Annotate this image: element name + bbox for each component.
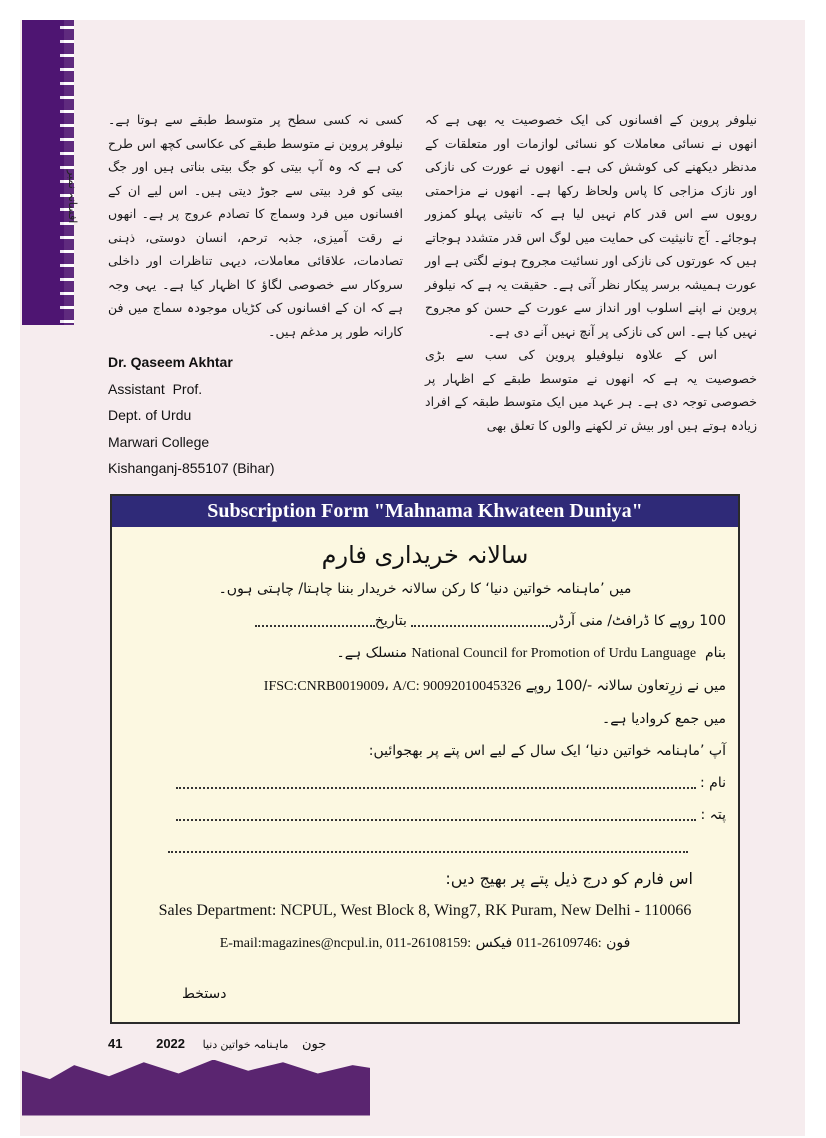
footer-year: 2022: [156, 1035, 186, 1051]
name-label: نام :: [700, 774, 726, 791]
bank-text: میں نے زرِتعاون سالانہ -/100 روپے: [525, 677, 726, 694]
author-name: Dr. Qaseem Akhtar: [108, 354, 233, 370]
send-to: اس فارم کو درج ذیل پتے پر بھیج دیں:: [445, 868, 693, 888]
article-columns: [108, 108, 758, 482]
paragraph: نیلوفر پروین کے افسانوں کی ایک خصوصیت یہ بھی ہے کہ انھوں نے نسائی معاملات کو نسائی لوازمات اور متعلقات کے مدنظر دیکھنے کی کوشش کی ہے۔ انھوں نے عورت کی نازکی اور نازک مزاجی کا پاس ولحاظ رکھا ہے۔ انھوں نے مزاحمتی رویوں سے اس قدر کام نہیں لیا ہے کہ تانیثی پہلو کمزور ہوجائے۔ آج تانیثیت کی حمایت میں لوگ اس قدر متشدد ہوجاتے ہیں کہ عورتوں کی نازکی اور نسائیت مجروح ہونے لگتی ہے اور عورت ہمیشہ برسر پیکار نظر آتی ہے۔ حقیقت یہ ہے کہ نیلوفر پروین نے اپنے اسلوب اور انداز سے عورت کے حسن کو مجروح نہیں کیا ہے۔ اس کی نازکی پر آنچ نہیں آنے دی ہے۔: [425, 112, 757, 339]
footer-month: جون: [302, 1035, 327, 1051]
name-row: [124, 773, 726, 793]
paragraph: اس کے علاوہ نیلوفیلو پروین کی سب سے بڑی خصوصیت یہ ہے کہ انھوں نے متوسط طبقے کے اظہار پر خصوصی توجہ دی ہے۔ ہر عہد میں ایک متوسط طبقہ کے افراد زیادہ ہوتے ہیں اور بیش تر لکھنے والوں کا تعلق بھی: [425, 347, 757, 433]
form-header: Subscription Form "Mahnama Khwateen Duniya": [112, 496, 738, 527]
author-block: [108, 349, 403, 482]
address-row-2: [124, 837, 688, 857]
author-line: Dept. of Urdu: [108, 407, 192, 423]
phone-label: فون: [606, 934, 631, 951]
section-label: افسانہ نمبر: [66, 170, 79, 224]
footer-magazine: ماہنامہ خواتین دنیا: [202, 1038, 289, 1051]
payee-suffix: منسلک ہے۔: [336, 644, 407, 661]
author-line: Assistant Prof.: [108, 380, 203, 397]
article-column-right: [425, 108, 757, 437]
draft-label: 100 روپے کا ڈرافٹ/ منی آرڈر: [551, 612, 726, 629]
phone: 011-26109746:: [516, 935, 602, 951]
address-row: [124, 805, 726, 825]
author-line: Kishanganj-855107 (Bihar): [108, 460, 275, 476]
page-number: 41: [108, 1035, 123, 1051]
article-column-left: [108, 108, 403, 482]
sales-address: Sales Department: NCPUL, West Block 8, Wing7, RK Puram, New Delhi - 110066: [158, 901, 692, 919]
date-field[interactable]: [255, 615, 375, 627]
payee-name: National Council for Promotion of Urdu Language: [411, 645, 697, 661]
send-line: آپ ’ماہنامہ خواتین دنیا‘ ایک سال کے لیے اس پتے پر بھجوائیں:: [368, 742, 726, 759]
page-footer: [108, 1036, 370, 1052]
address-label: پتہ :: [700, 806, 726, 823]
draft-field[interactable]: [411, 615, 551, 627]
form-intro: میں ’ماہنامہ خواتین دنیا‘ کا رکن سالانہ خریدار بننا چاہتا/ چاہتی ہوں۔: [218, 580, 632, 597]
date-label: بتاریخ: [374, 612, 407, 629]
email-fax: E-mail:magazines@ncpul.in, 011-26108159:: [219, 935, 472, 951]
footer-band: [22, 1060, 370, 1116]
fax-label: فیکس: [475, 934, 513, 951]
paragraph: کسی نہ کسی سطح پر متوسط طبقے سے ہوتا ہے۔ نیلوفر پروین نے متوسط طبقے کی عکاسی کچھ اس طرح کی ہے کہ وہ آپ بیتی کو جگ بیتی بناتی ہیں اور جگ بیتی کو فرد بیتی سے جوڑ دیتی ہیں۔ اس لیے ان کے افسانوں میں فرد وسماج کا تصادم عروج پر ہے۔ انھوں نے رقت آمیزی، جذبہ ترحم، انسان دوستی، ذہنی تصادمات، علاقائی معاملات، دیہی تناظرات اور داخلی سروکار سے خصوصی لگاؤ کا اظہار کیا ہے۔ یہی وجہ ہے کہ ان کے افسانوں کی کڑیاں موجودہ سماج میں فن کارانہ طور پر مدغم ہیں۔: [108, 112, 403, 339]
page: [20, 20, 805, 1136]
payee-prefix: بنام: [704, 644, 726, 661]
draft-line: [124, 611, 726, 631]
name-field[interactable]: [176, 777, 696, 789]
address-field-2[interactable]: [168, 841, 688, 853]
bank-line: [124, 676, 726, 697]
contact-line: [124, 933, 726, 954]
form-title: سالانہ خریداری فارم: [321, 540, 529, 569]
bank-account: IFSC:CNRB0019009، A/C: 90092010045326: [263, 678, 522, 694]
subscription-form: [110, 494, 740, 1024]
side-strip: [22, 20, 64, 325]
address-field[interactable]: [176, 809, 696, 821]
signature-label: دستخط: [182, 985, 227, 1002]
bank-end: میں جمع کروادیا ہے۔: [602, 710, 726, 727]
payee-line: [124, 643, 726, 664]
author-line: Marwari College: [108, 433, 210, 450]
